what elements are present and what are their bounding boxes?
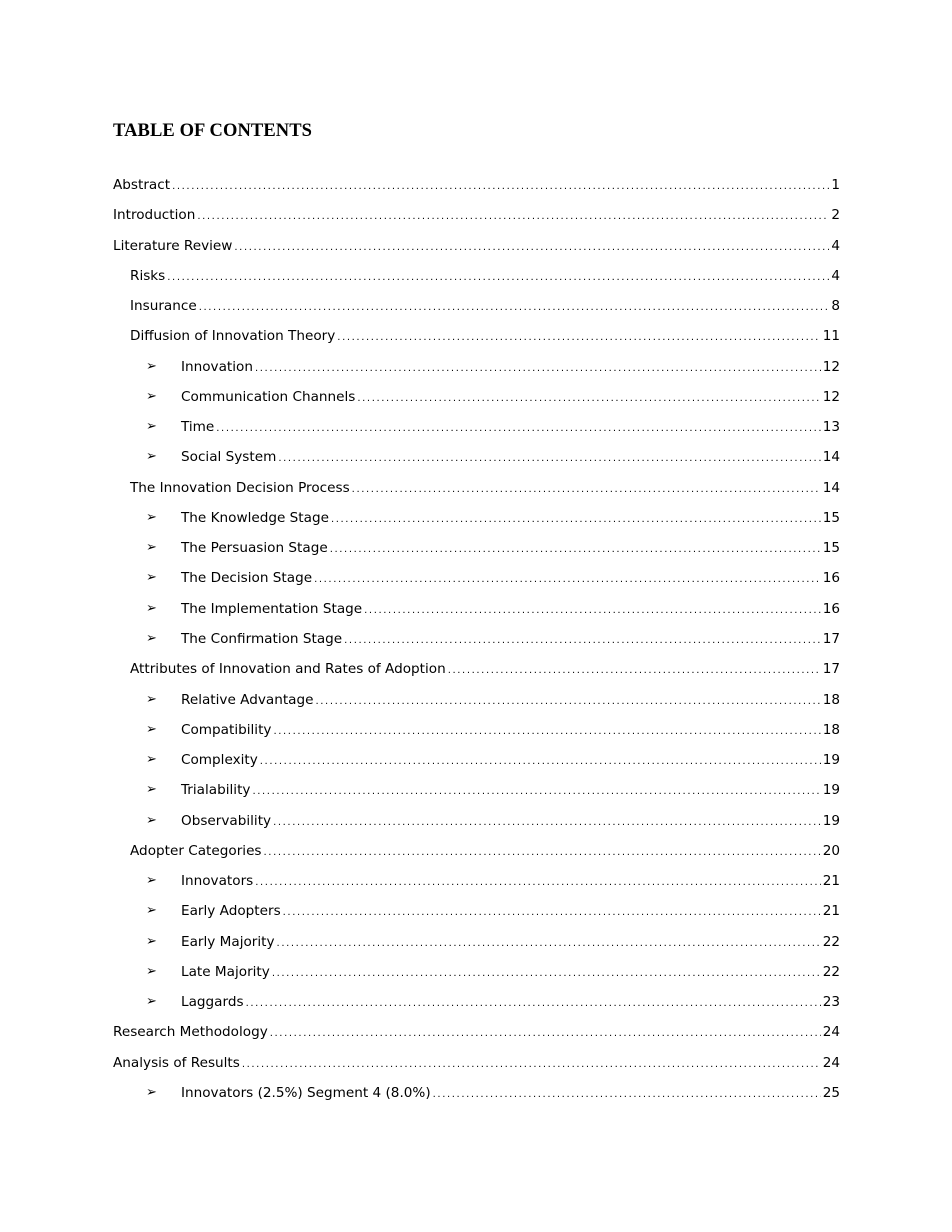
toc-entry-label: Early Majority — [181, 933, 275, 950]
toc-entry-page-number: 8 — [831, 298, 840, 315]
toc-entry-page-number: 11 — [822, 328, 840, 345]
toc-entry-page-number: 12 — [822, 358, 840, 375]
arrow-bullet-icon: ➢ — [146, 903, 157, 919]
dot-leader — [278, 449, 820, 469]
toc-entry-page-number: 19 — [822, 782, 840, 799]
toc-entry-page-number: 4 — [831, 237, 840, 254]
arrow-bullet-icon: ➢ — [146, 691, 157, 707]
toc-entry-row — [181, 690, 840, 710]
arrow-bullet-icon: ➢ — [146, 782, 157, 798]
dot-leader — [344, 631, 821, 651]
toc-entry-label: Diffusion of Innovation Theory — [130, 328, 336, 345]
toc-entry-label: Analysis of Results — [113, 1054, 240, 1071]
toc-entry-page-number: 17 — [822, 630, 840, 647]
toc-entry[interactable] — [0, 716, 952, 746]
toc-entry-page-number: 16 — [822, 600, 840, 617]
toc-entry-row — [113, 236, 840, 256]
arrow-bullet-icon: ➢ — [146, 933, 157, 949]
toc-entry-label: Trialability — [181, 782, 251, 799]
dot-leader — [246, 994, 821, 1014]
toc-entry-row — [181, 901, 840, 921]
toc-entry-row — [181, 357, 840, 377]
toc-entry[interactable] — [0, 504, 952, 534]
dot-leader — [197, 207, 829, 227]
dot-leader — [167, 268, 829, 288]
toc-entry-row — [181, 720, 840, 740]
dot-leader — [264, 843, 821, 863]
toc-entry-label: Adopter Categories — [130, 842, 262, 859]
toc-entry-label: Social System — [181, 449, 277, 466]
toc-list — [0, 171, 952, 1109]
toc-entry-page-number: 24 — [822, 1024, 840, 1041]
dot-leader — [216, 419, 820, 439]
arrow-bullet-icon: ➢ — [146, 570, 157, 586]
toc-entry[interactable] — [0, 686, 952, 716]
toc-entry-page-number: 14 — [822, 479, 840, 496]
arrow-bullet-icon: ➢ — [146, 540, 157, 556]
toc-entry-label: Laggards — [181, 994, 244, 1011]
toc-entry-row — [181, 750, 840, 770]
dot-leader — [272, 964, 821, 984]
toc-entry[interactable] — [0, 867, 952, 897]
toc-entry[interactable] — [0, 353, 952, 383]
arrow-bullet-icon: ➢ — [146, 1084, 157, 1100]
toc-entry-label: The Persuasion Stage — [181, 540, 328, 557]
arrow-bullet-icon: ➢ — [146, 419, 157, 435]
dot-leader — [433, 1085, 821, 1105]
toc-entry-row — [181, 417, 840, 437]
toc-entry-label: Innovators (2.5%) Segment 4 (8.0%) — [181, 1084, 431, 1101]
toc-entry-row — [181, 538, 840, 558]
dot-leader — [234, 238, 829, 258]
toc-entry[interactable] — [0, 776, 952, 806]
arrow-bullet-icon: ➢ — [146, 752, 157, 768]
toc-entry[interactable] — [0, 201, 952, 231]
toc-entry-label: Introduction — [113, 207, 196, 224]
toc-entry-label: The Confirmation Stage — [181, 630, 343, 647]
toc-entry-label: Risks — [130, 267, 166, 284]
dot-leader — [252, 782, 820, 802]
toc-entry-label: Late Majority — [181, 963, 270, 980]
toc-entry-row — [113, 205, 840, 225]
toc-entry-row — [181, 629, 840, 649]
toc-entry-row — [130, 659, 840, 679]
toc-entry-page-number: 24 — [822, 1054, 840, 1071]
dot-leader — [255, 873, 820, 893]
toc-entry-page-number: 21 — [822, 873, 840, 890]
toc-entry-row — [130, 326, 840, 346]
toc-entry-row — [181, 811, 840, 831]
toc-entry-page-number: 14 — [822, 449, 840, 466]
toc-entry-row — [130, 266, 840, 286]
toc-entry[interactable] — [0, 746, 952, 776]
arrow-bullet-icon: ➢ — [146, 388, 157, 404]
dot-leader — [277, 934, 821, 954]
toc-entry-label: Literature Review — [113, 237, 233, 254]
toc-entry-page-number: 20 — [822, 842, 840, 859]
toc-entry-page-number: 15 — [822, 540, 840, 557]
toc-entry[interactable] — [0, 837, 952, 867]
dot-leader — [255, 359, 821, 379]
toc-entry[interactable] — [0, 262, 952, 292]
toc-entry[interactable] — [0, 383, 952, 413]
arrow-bullet-icon: ➢ — [146, 721, 157, 737]
dot-leader — [270, 1024, 821, 1044]
toc-entry-row — [181, 387, 840, 407]
toc-entry[interactable] — [0, 897, 952, 927]
toc-entry-label: Abstract — [113, 177, 171, 193]
dot-leader — [352, 480, 821, 500]
dot-leader — [283, 903, 821, 923]
toc-entry-row — [113, 175, 840, 195]
arrow-bullet-icon: ➢ — [146, 630, 157, 646]
toc-entry[interactable] — [0, 171, 952, 201]
toc-entry-label: The Knowledge Stage — [181, 509, 329, 526]
toc-entry-label: Relative Advantage — [181, 691, 314, 708]
toc-entry[interactable] — [0, 655, 952, 685]
toc-entry-label: Early Adopters — [181, 903, 281, 920]
toc-entry-label: Research Methodology — [113, 1024, 268, 1041]
toc-entry-row — [181, 599, 840, 619]
toc-entry-page-number: 17 — [822, 661, 840, 678]
toc-entry-label: The Implementation Stage — [181, 600, 363, 617]
toc-entry[interactable] — [0, 1049, 952, 1079]
toc-entry-label: Innovators — [181, 873, 254, 890]
toc-entry[interactable] — [0, 413, 952, 443]
toc-entry[interactable] — [0, 474, 952, 504]
dot-leader — [364, 601, 821, 621]
toc-entry-page-number: 22 — [822, 933, 840, 950]
toc-entry[interactable] — [0, 322, 952, 352]
dot-leader — [357, 389, 820, 409]
arrow-bullet-icon: ➢ — [146, 994, 157, 1010]
toc-entry-page-number: 2 — [831, 207, 840, 224]
toc-entry-label: Complexity — [181, 752, 258, 769]
toc-entry-label: Time — [181, 419, 215, 436]
toc-entry-row — [130, 296, 840, 316]
arrow-bullet-icon: ➢ — [146, 600, 157, 616]
toc-entry-row — [130, 841, 840, 861]
toc-entry[interactable] — [0, 928, 952, 958]
toc-entry-page-number: 18 — [822, 721, 840, 738]
toc-entry[interactable] — [0, 1079, 952, 1109]
toc-entry-page-number: 19 — [822, 752, 840, 769]
arrow-bullet-icon: ➢ — [146, 963, 157, 979]
dot-leader — [242, 1055, 821, 1075]
toc-entry-row — [181, 447, 840, 467]
toc-entry-page-number: 23 — [822, 994, 840, 1011]
toc-entry-row — [181, 508, 840, 528]
arrow-bullet-icon: ➢ — [146, 509, 157, 525]
toc-entry-page-number: 4 — [831, 267, 840, 284]
toc-entry-page-number: 18 — [822, 691, 840, 708]
toc-entry-page-number: 16 — [822, 570, 840, 587]
dot-leader — [273, 813, 821, 833]
toc-entry-row — [181, 932, 840, 952]
toc-entry-page-number: 22 — [822, 963, 840, 980]
toc-entry-row — [181, 568, 840, 588]
toc-entry-page-number: 21 — [822, 903, 840, 920]
toc-entry-page-number: 19 — [822, 812, 840, 829]
toc-entry-row — [181, 871, 840, 891]
toc-entry-row — [181, 1083, 840, 1103]
toc-entry-row — [113, 1053, 840, 1073]
toc-entry[interactable] — [0, 958, 952, 988]
arrow-bullet-icon: ➢ — [146, 873, 157, 889]
toc-entry[interactable] — [0, 534, 952, 564]
arrow-bullet-icon: ➢ — [146, 449, 157, 465]
toc-entry-row — [181, 992, 840, 1012]
toc-entry[interactable] — [0, 564, 952, 594]
toc-entry[interactable] — [0, 292, 952, 322]
toc-entry[interactable] — [0, 443, 952, 473]
toc-entry[interactable] — [0, 595, 952, 625]
toc-entry-label: Communication Channels — [181, 388, 356, 405]
toc-entry-page-number: 15 — [822, 509, 840, 526]
dot-leader — [260, 752, 821, 772]
toc-entry-row — [130, 478, 840, 498]
toc-entry[interactable] — [0, 988, 952, 1018]
toc-entry-label: Compatibility — [181, 721, 272, 738]
toc-entry-label: Attributes of Innovation and Rates of Adoption — [130, 661, 446, 678]
toc-entry-label: The Innovation Decision Process — [130, 479, 350, 496]
toc-entry[interactable] — [0, 807, 952, 837]
dot-leader — [331, 510, 821, 530]
toc-entry-label: Innovation — [181, 358, 253, 375]
toc-entry-row — [181, 780, 840, 800]
toc-entry-page-number: 25 — [822, 1084, 840, 1101]
toc-entry-row — [181, 962, 840, 982]
toc-entry-page-number: 1 — [831, 177, 840, 193]
dot-leader — [315, 692, 820, 712]
toc-entry-page-number: 12 — [822, 388, 840, 405]
dot-leader — [337, 328, 820, 348]
dot-leader — [448, 661, 821, 681]
toc-entry[interactable] — [0, 232, 952, 262]
dot-leader — [314, 570, 821, 590]
toc-entry-label: The Decision Stage — [181, 570, 313, 587]
toc-title: TABLE OF CONTENTS — [113, 121, 313, 141]
arrow-bullet-icon: ➢ — [146, 358, 157, 374]
arrow-bullet-icon: ➢ — [146, 812, 157, 828]
toc-entry-label: Observability — [181, 812, 272, 829]
toc-entry-row — [113, 1022, 840, 1042]
dot-leader — [330, 540, 821, 560]
toc-entry-label: Insurance — [130, 298, 197, 315]
dot-leader — [199, 298, 830, 318]
toc-entry[interactable] — [0, 625, 952, 655]
toc-entry[interactable] — [0, 1018, 952, 1048]
toc-entry-page-number: 13 — [822, 419, 840, 436]
dot-leader — [273, 722, 820, 742]
dot-leader — [172, 177, 829, 197]
